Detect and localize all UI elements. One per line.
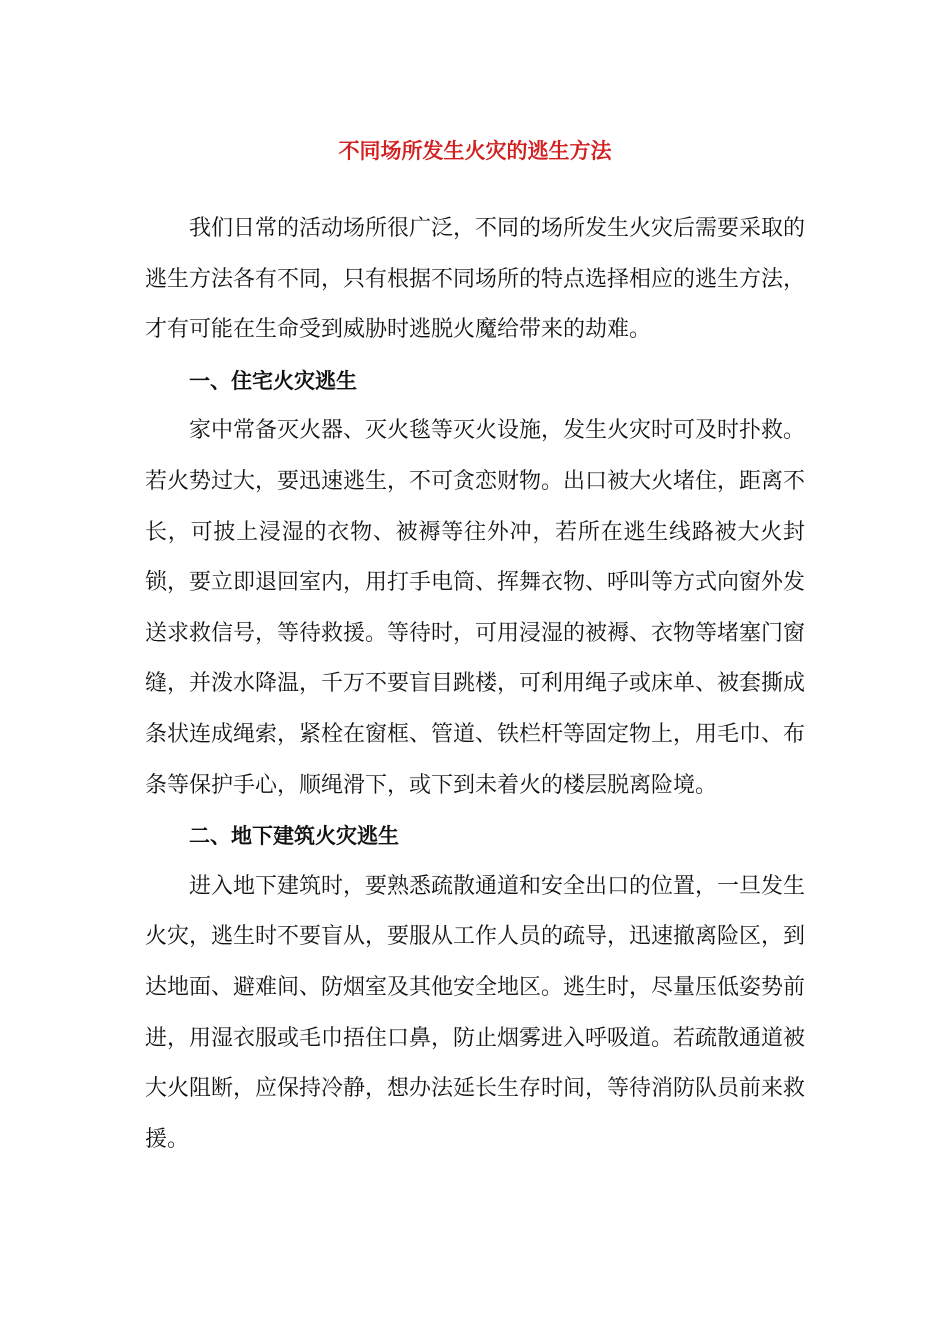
document-body — [145, 204, 805, 1165]
section-heading-residential: 一、住宅火灾逃生 — [189, 368, 357, 393]
document-title: 不同场所发生火灾的逃生方法 — [338, 139, 612, 163]
section-body-underground: 进入地下建筑时，要熟悉疏散通道和安全出口的位置，一旦发生火灾，逃生时不要盲从，要服从工作人员的疏导，迅速撤离险区，到达地面、避难间、防烟室及其他安全地区。逃生时，尽量压低姿势前进，用湿衣服或毛巾捂住口鼻，防止烟雾进入呼吸道。若疏散通道被大火阻断，应保持冷静，想办法延长生存时间，等待消防队员前来救援。 — [145, 873, 806, 1152]
section-heading-underground: 二、地下建筑火灾逃生 — [189, 824, 399, 849]
intro-paragraph: 我们日常的活动场所很广泛，不同的场所发生火灾后需要采取的逃生方法各有不同，只有根据不同场所的特点选择相应的逃生方法，才有可能在生命受到威胁时逃脱火魔给带来的劫难。 — [145, 216, 806, 343]
section-body-residential: 家中常备灭火器、灭火毯等灭火设施，发生火灾时可及时扑救。若火势过大，要迅速逃生，不可贪恋财物。出口被大火堵住，距离不长，可披上浸湿的衣物、被褥等往外冲，若所在逃生线路被大火封锁，要立即退回室内，用打手电筒、挥舞衣物、呼叫等方式向窗外发送求救信号，等待救援。等待时，可用浸湿的被褥、衣物等堵塞门窗缝，并泼水降温，千万不要盲目跳楼，可利用绳子或床单、被套撕成条状连成绳索，紧栓在窗框、管道、铁栏杆等固定物上，用毛巾、布条等保护手心，顺绳滑下，或下到未着火的楼层脱离险境。 — [145, 418, 806, 798]
